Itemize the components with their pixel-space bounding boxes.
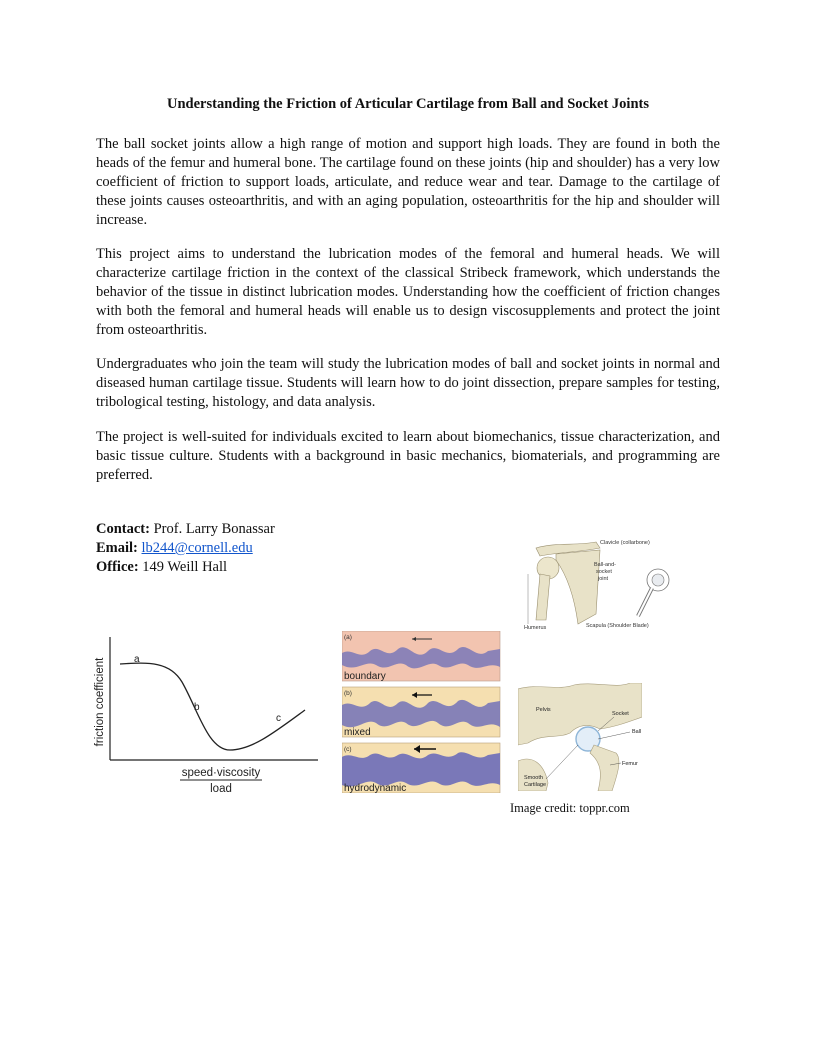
paragraph-requirements: The project is well-suited for individuals excited to learn about biomechanics, tissue characterization, and basic tissue culture. Students with a background in basic mechanics, biomaterials, and programming are preferred. xyxy=(96,429,720,483)
label-humerus: Humerus xyxy=(524,625,547,631)
label-smooth: Smooth xyxy=(524,775,543,781)
ball-socket-diagram xyxy=(638,569,669,616)
point-label-b: b xyxy=(194,702,200,713)
shoulder-joint-figure xyxy=(516,534,696,634)
x-axis-label-top: speed·viscosity xyxy=(181,767,261,779)
point-label-c: c xyxy=(276,713,281,724)
stribeck-curve xyxy=(120,663,305,750)
panel-a-tag: (a) xyxy=(344,634,352,641)
image-credit: Image credit: toppr.com xyxy=(510,801,630,815)
panel-c-label: hydrodynamic xyxy=(344,783,407,793)
humerus-bone xyxy=(536,574,550,620)
email-line xyxy=(96,539,275,558)
label-pelvis: Pelvis xyxy=(536,707,551,713)
label-ball: Ball xyxy=(632,729,642,735)
x-axis-label-bottom: load xyxy=(210,783,232,795)
contact-block xyxy=(96,520,275,577)
panel-mixed xyxy=(342,687,500,738)
paragraph-intro: The ball socket joints allow a high range of motion and support high loads. They are found in both the heads of the femur and humeral bone. The cartilage found on these joints (hip and shoulder) has a very low coefficient of friction to support loads, articulate, and reduce wear and tear. Damage to the cartilage of these joints causes osteoarthritis, and with an aging population, osteoarthritis for the hip and shoulder will increase. xyxy=(96,136,720,228)
label-scapula: Scapula (Shoulder Blade) xyxy=(586,623,649,629)
office-value: 149 Weill Hall xyxy=(142,559,228,575)
label-ball-and: Ball-and- xyxy=(594,562,617,568)
y-axis-label: friction coefficient xyxy=(94,657,106,747)
label-socket: socket xyxy=(596,569,612,575)
document-title: Understanding the Friction of Articular Cartilage from Ball and Socket Joints xyxy=(167,96,649,112)
stribeck-chart xyxy=(90,632,320,798)
paragraph-aims: This project aims to understand the lubrication modes of the femoral and humeral heads. We will characterize cartilage friction in the context of the classical Stribeck framework, which understands the behavior of the tissue in distinct lubrication modes. Understanding how the coefficient of friction changes with both the femoral and humeral heads will enable us to design viscosupplements and protect the joint from osteoarthritis. xyxy=(96,246,720,338)
panel-b-tag: (b) xyxy=(344,690,352,697)
panel-c-tag: (c) xyxy=(344,746,352,753)
label-clavicle: Clavicle (collarbone) xyxy=(600,540,650,546)
label-socket-hip: Socket xyxy=(612,711,629,717)
office-label: Office: xyxy=(96,559,139,575)
panel-hydrodynamic xyxy=(342,743,500,793)
panel-a-label: boundary xyxy=(344,671,386,682)
lubrication-modes-figure xyxy=(342,631,501,793)
point-label-a: a xyxy=(134,654,140,665)
label-cartilage: Cartilage xyxy=(524,782,547,788)
contact-name: Prof. Larry Bonassar xyxy=(153,521,275,537)
email-label: Email: xyxy=(96,540,138,556)
panel-boundary xyxy=(342,631,500,682)
contact-label: Contact: xyxy=(96,521,150,537)
label-joint: joint xyxy=(598,576,609,582)
paragraph-undergraduates: Undergraduates who join the team will study the lubrication modes of ball and socket joints in normal and diseased human cartilage tissue. Students will learn how to do joint dissection, prepare samples for testing, tribological testing, histology, and data analysis. xyxy=(96,356,720,410)
label-femur: Femur xyxy=(622,761,638,767)
contact-line xyxy=(96,520,275,539)
email-link[interactable]: lb244@cornell.edu xyxy=(141,540,253,556)
hip-joint-figure xyxy=(518,683,642,791)
office-line xyxy=(96,558,275,577)
panel-b-label: mixed xyxy=(344,727,371,738)
